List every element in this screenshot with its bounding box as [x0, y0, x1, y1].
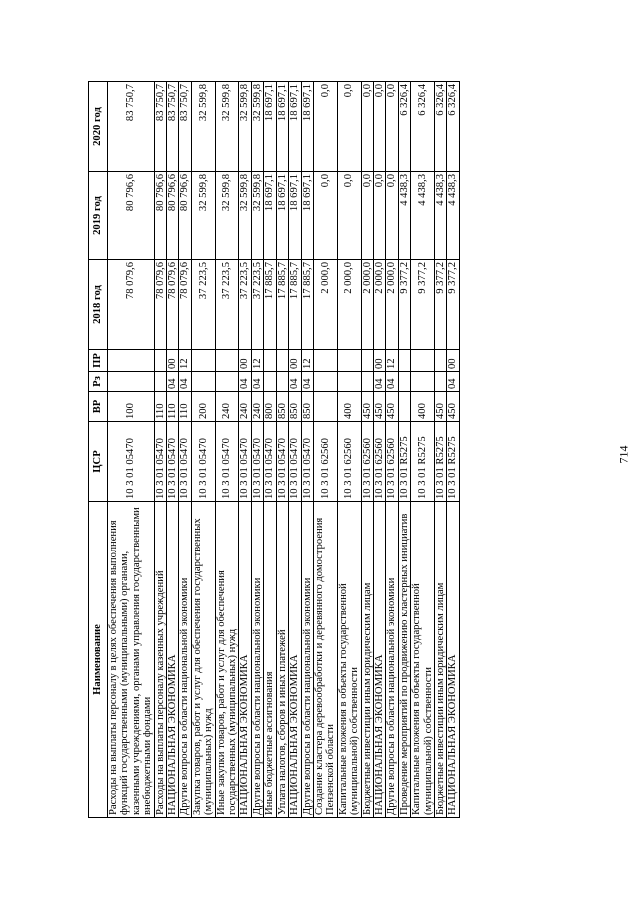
cell-y2019: 32 599,8: [191, 172, 215, 260]
cell-name: Расходы на выплаты персоналу в целях обеспечения выполнения функций государственными (муниципальными) органами, казенными учреждениями, органами управления государственными внебюджетными фондами: [108, 502, 155, 818]
cell-vr: [398, 392, 410, 422]
cell-name: Расходы на выплаты персоналу казенных учреждений: [154, 502, 166, 818]
cell-csr: 10 3 01 05470: [154, 422, 166, 502]
cell-csr: 10 3 01 62560: [313, 422, 337, 502]
cell-pr: [264, 350, 276, 372]
cell-rz: 04: [289, 372, 301, 392]
cell-y2018: 78 079,6: [108, 260, 155, 350]
cell-y2018: 78 079,6: [167, 260, 179, 350]
cell-vr: 240: [239, 392, 251, 422]
table-row: [447, 82, 459, 818]
cell-y2020: 0,0: [313, 82, 337, 172]
cell-vr: 450: [361, 392, 373, 422]
cell-pr: 00: [289, 350, 301, 372]
cell-csr: 10 3 01 05470: [289, 422, 301, 502]
table-row: [191, 82, 215, 818]
cell-csr: 10 3 01 05470: [215, 422, 239, 502]
cell-y2020: 32 599,8: [239, 82, 251, 172]
cell-y2018: 9 377,2: [447, 260, 459, 350]
cell-vr: 400: [411, 392, 435, 422]
cell-y2020: 32 599,8: [215, 82, 239, 172]
cell-csr: 10 3 01 05470: [276, 422, 288, 502]
table-row: [373, 82, 385, 818]
cell-y2020: 6 326,4: [398, 82, 410, 172]
cell-y2019: 4 438,3: [434, 172, 446, 260]
cell-csr: 10 3 01 R5275: [434, 422, 446, 502]
cell-vr: [313, 392, 337, 422]
cell-vr: 110: [154, 392, 166, 422]
table-row: [398, 82, 410, 818]
table-body: [108, 82, 460, 818]
cell-y2020: 18 697,1: [289, 82, 301, 172]
cell-y2019: 18 697,1: [276, 172, 288, 260]
cell-y2018: 17 885,7: [264, 260, 276, 350]
cell-vr: 450: [434, 392, 446, 422]
cell-y2020: 0,0: [337, 82, 361, 172]
cell-pr: 12: [301, 350, 313, 372]
table-row: [167, 82, 179, 818]
cell-y2019: 80 796,6: [167, 172, 179, 260]
table-row: [276, 82, 288, 818]
table-row: [386, 82, 398, 818]
cell-y2020: 18 697,1: [264, 82, 276, 172]
cell-name: НАЦИОНАЛЬНАЯ ЭКОНОМИКА: [373, 502, 385, 818]
header-2018: 2018 год: [89, 260, 108, 350]
cell-y2018: 2 000,0: [386, 260, 398, 350]
page-number: 714: [616, 445, 631, 464]
header-name: Наименование: [89, 502, 108, 818]
cell-vr: 450: [447, 392, 459, 422]
budget-table: [88, 81, 460, 818]
cell-name: Проведение мероприятий по продвижению кластерных инициатив: [398, 502, 410, 818]
cell-pr: [276, 350, 288, 372]
cell-rz: [276, 372, 288, 392]
table-row: [301, 82, 313, 818]
cell-csr: 10 3 01 R5275: [398, 422, 410, 502]
cell-vr: 110: [179, 392, 191, 422]
cell-pr: [154, 350, 166, 372]
cell-y2019: 80 796,6: [108, 172, 155, 260]
header-2020: 2020 год: [89, 82, 108, 172]
cell-y2020: 0,0: [386, 82, 398, 172]
header-vr: ВР: [89, 392, 108, 422]
cell-y2019: 4 438,3: [447, 172, 459, 260]
cell-name: Другие вопросы в области национальной экономики: [386, 502, 398, 818]
cell-vr: 240: [251, 392, 263, 422]
cell-y2019: 32 599,8: [251, 172, 263, 260]
cell-y2020: 83 750,7: [179, 82, 191, 172]
cell-rz: 04: [301, 372, 313, 392]
cell-csr: 10 3 01 05470: [251, 422, 263, 502]
cell-csr: 10 3 01 05470: [167, 422, 179, 502]
cell-name: Иные бюджетные ассигнования: [264, 502, 276, 818]
cell-rz: [361, 372, 373, 392]
cell-csr: 10 3 01 05470: [108, 422, 155, 502]
cell-rz: [108, 372, 155, 392]
cell-pr: [434, 350, 446, 372]
cell-y2020: 18 697,1: [301, 82, 313, 172]
cell-csr: 10 3 01 R5275: [411, 422, 435, 502]
table-row: [264, 82, 276, 818]
cell-name: Иные закупки товаров, работ и услуг для обеспечения государственных (муниципальных) нужд: [215, 502, 239, 818]
cell-pr: [108, 350, 155, 372]
cell-y2020: 83 750,7: [108, 82, 155, 172]
table-row: [411, 82, 435, 818]
cell-rz: [434, 372, 446, 392]
cell-vr: 200: [191, 392, 215, 422]
cell-y2019: 32 599,8: [215, 172, 239, 260]
table-row: [108, 82, 155, 818]
cell-name: НАЦИОНАЛЬНАЯ ЭКОНОМИКА: [289, 502, 301, 818]
cell-y2019: 80 796,6: [179, 172, 191, 260]
cell-y2018: 37 223,5: [251, 260, 263, 350]
rotated-table-container: [88, 82, 548, 818]
cell-rz: [398, 372, 410, 392]
cell-y2019: 18 697,1: [301, 172, 313, 260]
cell-pr: 00: [447, 350, 459, 372]
cell-y2019: 4 438,3: [411, 172, 435, 260]
cell-pr: [215, 350, 239, 372]
cell-y2020: 83 750,7: [154, 82, 166, 172]
table-row: [179, 82, 191, 818]
cell-y2018: 17 885,7: [276, 260, 288, 350]
cell-vr: 450: [386, 392, 398, 422]
cell-pr: [313, 350, 337, 372]
cell-name: НАЦИОНАЛЬНАЯ ЭКОНОМИКА: [447, 502, 459, 818]
cell-csr: 10 3 01 05470: [239, 422, 251, 502]
cell-rz: [264, 372, 276, 392]
cell-rz: [154, 372, 166, 392]
cell-name: Бюджетные инвестиции иным юридическим лицам: [361, 502, 373, 818]
cell-rz: 04: [447, 372, 459, 392]
cell-y2019: 18 697,1: [264, 172, 276, 260]
cell-y2018: 2 000,0: [373, 260, 385, 350]
cell-vr: 240: [215, 392, 239, 422]
header-2019: 2019 год: [89, 172, 108, 260]
cell-y2018: 9 377,2: [398, 260, 410, 350]
cell-name: Капитальные вложения в объекты государственной (муниципальной) собственности: [411, 502, 435, 818]
cell-y2019: 0,0: [337, 172, 361, 260]
table-row: [289, 82, 301, 818]
cell-rz: [215, 372, 239, 392]
cell-name: Создание кластера деревообработки и деревянного домостроения Пензенской области: [313, 502, 337, 818]
cell-csr: 10 3 01 05470: [179, 422, 191, 502]
cell-vr: 450: [373, 392, 385, 422]
cell-rz: [313, 372, 337, 392]
cell-name: Другие вопросы в области национальной экономики: [301, 502, 313, 818]
cell-y2019: 18 697,1: [289, 172, 301, 260]
cell-csr: 10 3 01 05470: [301, 422, 313, 502]
cell-y2018: 37 223,5: [239, 260, 251, 350]
cell-y2020: 0,0: [361, 82, 373, 172]
cell-pr: 12: [179, 350, 191, 372]
cell-name: Закупка товаров, работ и услуг для обеспечения государственных (муниципальных) нужд: [191, 502, 215, 818]
cell-y2019: 0,0: [361, 172, 373, 260]
header-csr: ЦСР: [89, 422, 108, 502]
cell-y2020: 32 599,8: [191, 82, 215, 172]
cell-name: НАЦИОНАЛЬНАЯ ЭКОНОМИКА: [239, 502, 251, 818]
cell-csr: 10 3 01 62560: [361, 422, 373, 502]
cell-pr: 12: [386, 350, 398, 372]
table-row: [361, 82, 373, 818]
cell-rz: [191, 372, 215, 392]
cell-vr: 400: [337, 392, 361, 422]
cell-rz: 04: [373, 372, 385, 392]
cell-y2018: 17 885,7: [301, 260, 313, 350]
cell-y2020: 6 326,4: [447, 82, 459, 172]
cell-rz: 04: [239, 372, 251, 392]
table-row: [434, 82, 446, 818]
cell-y2020: 32 599,8: [251, 82, 263, 172]
cell-csr: 10 3 01 62560: [337, 422, 361, 502]
cell-y2020: 6 326,4: [411, 82, 435, 172]
cell-pr: 12: [251, 350, 263, 372]
cell-rz: 04: [167, 372, 179, 392]
cell-rz: [337, 372, 361, 392]
cell-pr: [398, 350, 410, 372]
cell-rz: 04: [251, 372, 263, 392]
cell-pr: [191, 350, 215, 372]
cell-y2019: 0,0: [313, 172, 337, 260]
cell-name: НАЦИОНАЛЬНАЯ ЭКОНОМИКА: [167, 502, 179, 818]
cell-pr: [411, 350, 435, 372]
table-row: [215, 82, 239, 818]
table-row: [337, 82, 361, 818]
cell-y2018: 2 000,0: [361, 260, 373, 350]
cell-y2018: 37 223,5: [191, 260, 215, 350]
cell-y2018: 78 079,6: [154, 260, 166, 350]
header-pr: ПР: [89, 350, 108, 372]
cell-pr: 00: [167, 350, 179, 372]
cell-y2018: 2 000,0: [337, 260, 361, 350]
cell-name: Другие вопросы в области национальной экономики: [251, 502, 263, 818]
cell-name: Уплата налогов, сборов и иных платежей: [276, 502, 288, 818]
cell-csr: 10 3 01 62560: [386, 422, 398, 502]
cell-pr: 00: [373, 350, 385, 372]
cell-pr: [337, 350, 361, 372]
cell-y2018: 37 223,5: [215, 260, 239, 350]
table-row: [239, 82, 251, 818]
cell-y2018: 78 079,6: [179, 260, 191, 350]
table-row: [313, 82, 337, 818]
cell-name: Другие вопросы в области национальной экономики: [179, 502, 191, 818]
cell-y2019: 32 599,8: [239, 172, 251, 260]
cell-csr: 10 3 01 05470: [264, 422, 276, 502]
cell-vr: 100: [108, 392, 155, 422]
cell-pr: [361, 350, 373, 372]
cell-name: Бюджетные инвестиции иным юридическим лицам: [434, 502, 446, 818]
cell-y2020: 6 326,4: [434, 82, 446, 172]
cell-rz: [411, 372, 435, 392]
cell-vr: 850: [289, 392, 301, 422]
cell-csr: 10 3 01 62560: [373, 422, 385, 502]
cell-y2019: 0,0: [386, 172, 398, 260]
cell-y2019: 80 796,6: [154, 172, 166, 260]
cell-pr: 00: [239, 350, 251, 372]
cell-rz: 04: [386, 372, 398, 392]
header-rz: Рз: [89, 372, 108, 392]
cell-csr: 10 3 01 05470: [191, 422, 215, 502]
cell-vr: 850: [276, 392, 288, 422]
cell-y2018: 9 377,2: [411, 260, 435, 350]
cell-y2020: 0,0: [373, 82, 385, 172]
cell-y2020: 83 750,7: [167, 82, 179, 172]
table-row: [251, 82, 263, 818]
cell-vr: 110: [167, 392, 179, 422]
cell-vr: 850: [301, 392, 313, 422]
cell-vr: 800: [264, 392, 276, 422]
cell-y2018: 2 000,0: [313, 260, 337, 350]
cell-y2019: 0,0: [373, 172, 385, 260]
cell-y2020: 18 697,1: [276, 82, 288, 172]
cell-y2018: 17 885,7: [289, 260, 301, 350]
cell-rz: 04: [179, 372, 191, 392]
table-header-row: [89, 82, 108, 818]
cell-y2019: 4 438,3: [398, 172, 410, 260]
table-row: [154, 82, 166, 818]
cell-name: Капитальные вложения в объекты государственной (муниципальной) собственности: [337, 502, 361, 818]
cell-y2018: 9 377,2: [434, 260, 446, 350]
cell-csr: 10 3 01 R5275: [447, 422, 459, 502]
